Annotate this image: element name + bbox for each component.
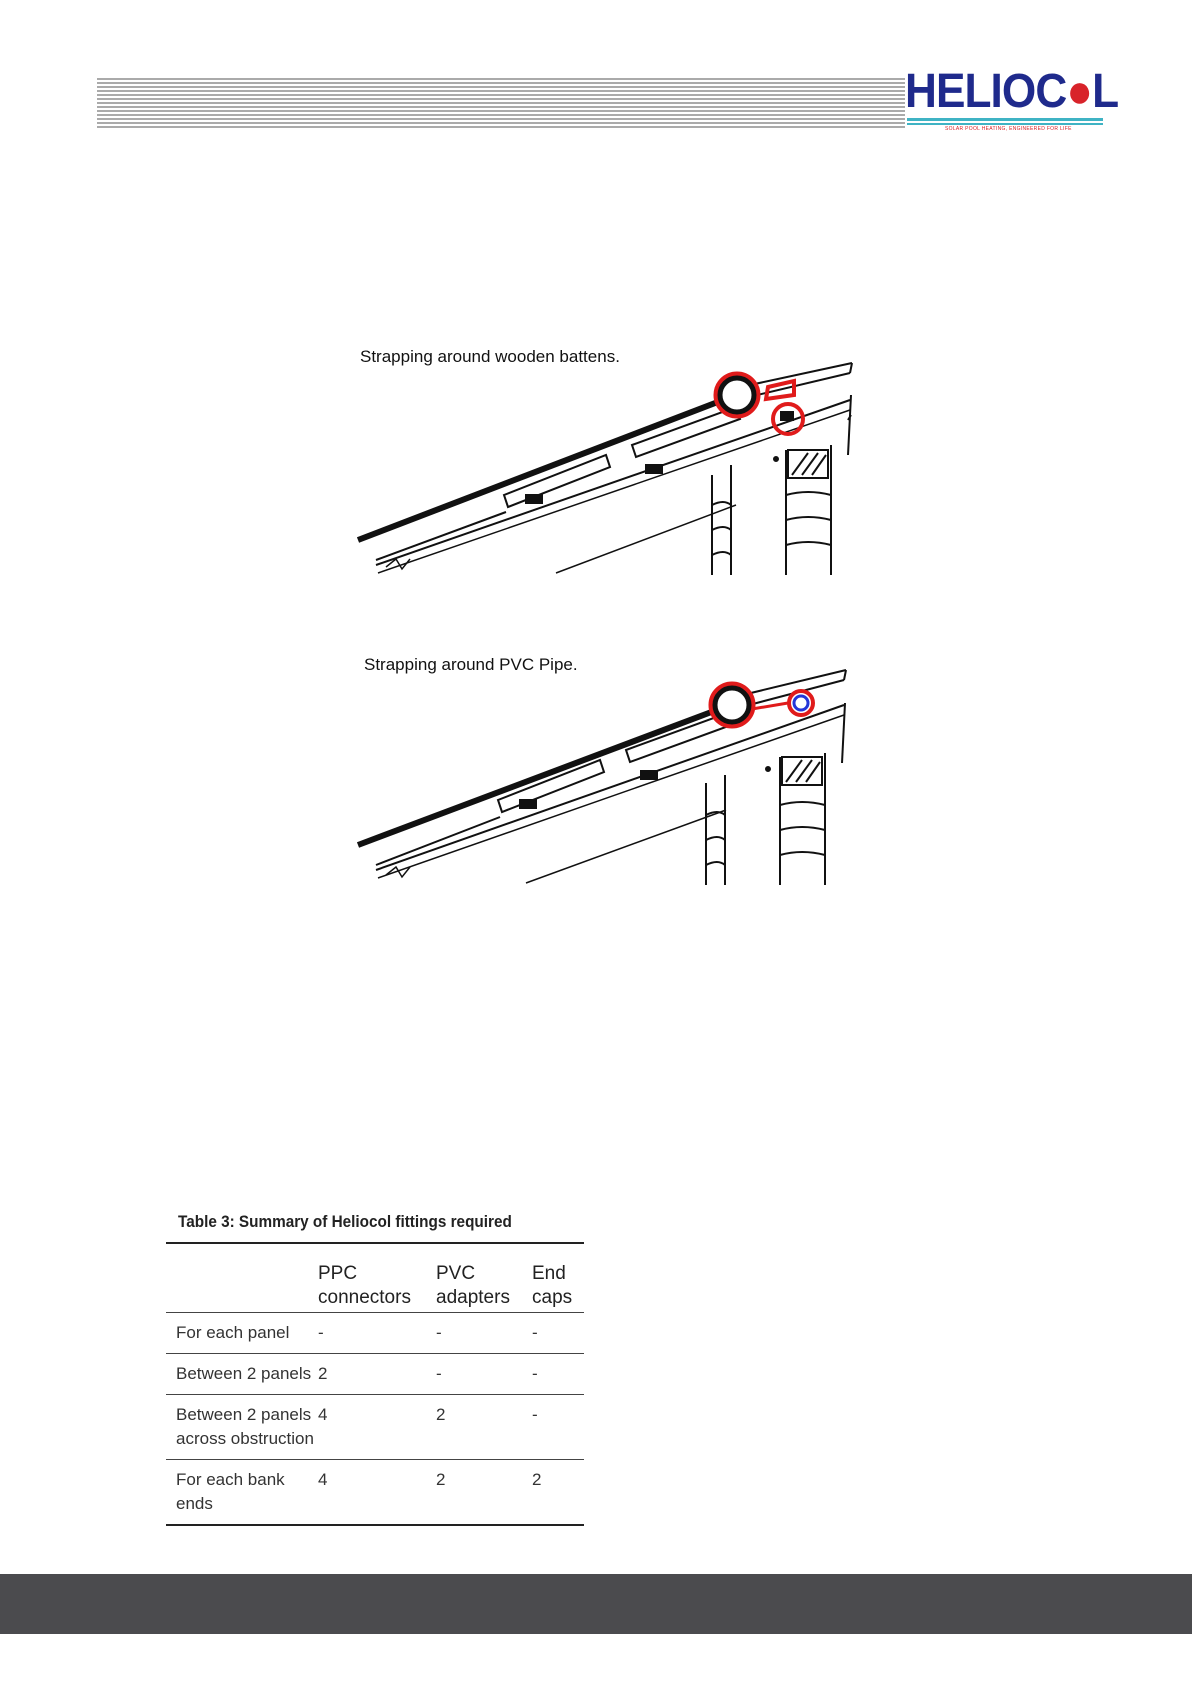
figure-1-roof-diagram bbox=[356, 355, 856, 575]
table-row bbox=[166, 1395, 584, 1460]
column-header-pvc-text: PVC adapters bbox=[436, 1263, 510, 1308]
cell-caps: 2 bbox=[532, 1470, 542, 1489]
row-label: For each bank ends bbox=[176, 1470, 285, 1513]
logo-underline-2 bbox=[907, 123, 1103, 125]
cell-caps: - bbox=[532, 1364, 538, 1383]
column-header-end-caps bbox=[532, 1243, 584, 1313]
row-label: Between 2 panels bbox=[176, 1364, 312, 1383]
cell-ppc: 4 bbox=[318, 1405, 328, 1424]
cell-ppc: 4 bbox=[318, 1470, 328, 1489]
heliocol-logo bbox=[905, 65, 1119, 136]
cell-caps: - bbox=[532, 1323, 538, 1342]
table-header-row bbox=[166, 1243, 584, 1313]
cell-pvc: 2 bbox=[436, 1470, 446, 1489]
figure-2-roof-diagram bbox=[356, 665, 856, 885]
table-row bbox=[166, 1354, 584, 1395]
logo-tagline: SOLAR POOL HEATING, ENGINEERED FOR LIFE bbox=[945, 126, 1072, 132]
cell-pvc: 2 bbox=[436, 1405, 446, 1424]
row-label: Between 2 panels across obstruction bbox=[176, 1405, 314, 1448]
table-title: Table 3: Summary of Heliocol fittings required bbox=[178, 1212, 512, 1231]
footer-bar bbox=[0, 1574, 1192, 1634]
cell-caps: - bbox=[532, 1405, 538, 1424]
figure-2-caption: Strapping around PVC Pipe. bbox=[364, 655, 578, 674]
column-header-ppc-text: PPC connectors bbox=[318, 1263, 411, 1308]
column-header-pvc-adapters bbox=[436, 1243, 532, 1313]
column-header-blank bbox=[166, 1243, 318, 1313]
cell-pvc: - bbox=[436, 1364, 442, 1383]
cell-ppc: 2 bbox=[318, 1364, 328, 1383]
table-row bbox=[166, 1313, 584, 1354]
column-header-ppc-connectors bbox=[318, 1243, 436, 1313]
logo-wordmark: HELIOC●L bbox=[905, 65, 1119, 118]
cell-pvc: - bbox=[436, 1323, 442, 1342]
row-label: For each panel bbox=[176, 1323, 290, 1342]
figure-1-caption: Strapping around wooden battens. bbox=[360, 347, 620, 366]
header-stripes bbox=[97, 75, 905, 133]
column-header-caps-text: End caps bbox=[532, 1263, 573, 1308]
cell-ppc: - bbox=[318, 1323, 324, 1342]
logo-underline bbox=[907, 118, 1103, 121]
fittings-table bbox=[166, 1242, 584, 1526]
table-row bbox=[166, 1460, 584, 1526]
fittings-table-section bbox=[166, 1212, 586, 1526]
